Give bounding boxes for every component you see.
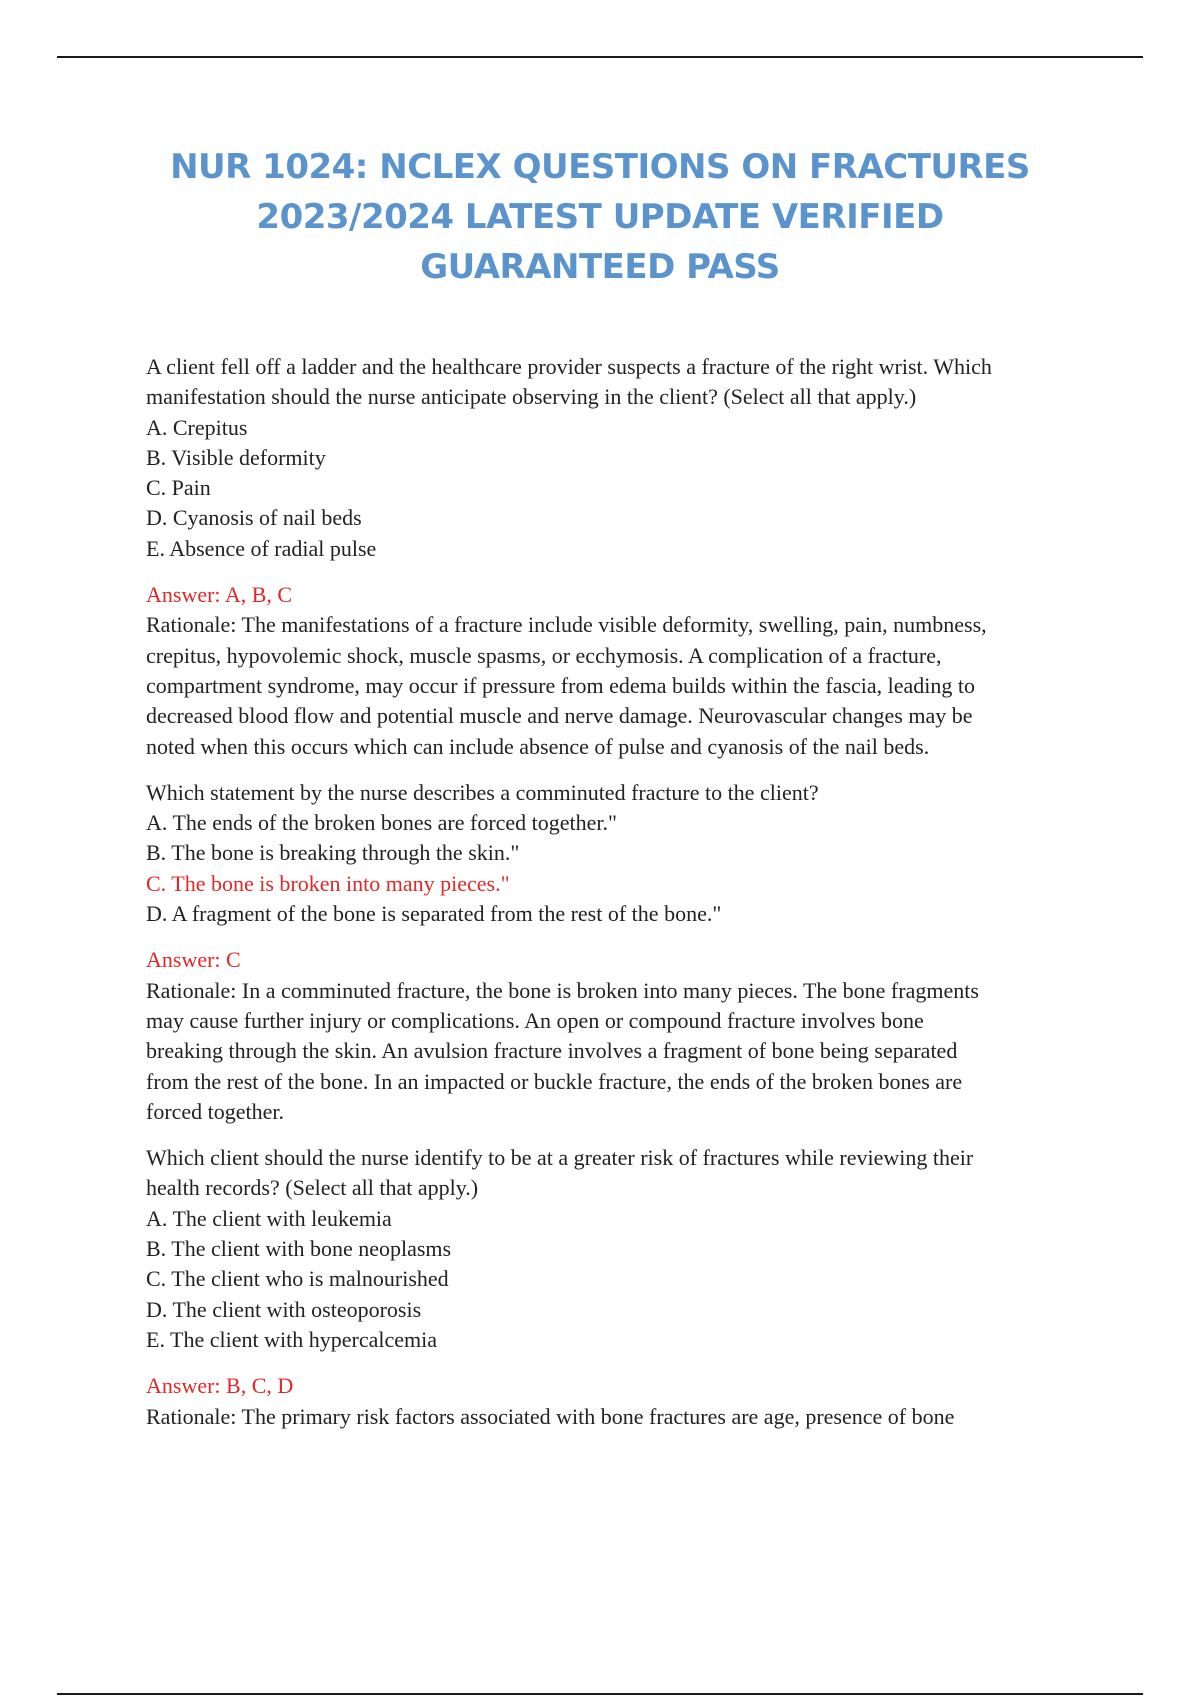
question-3-answer-block — [146, 1371, 1091, 1432]
question-1-rationale-line-1: Rationale: The manifestations of a fracture include visible deformity, swelling, pain, numbness, — [146, 612, 987, 638]
question-2-option-d: D. A fragment of the bone is separated from the rest of the bone." — [146, 901, 722, 927]
question-2-stem-line-1: Which statement by the nurse describes a comminuted fracture to the client? — [146, 779, 819, 805]
question-3 — [146, 1143, 1091, 1355]
question-1-rationale-line-2: crepitus, hypovolemic shock, muscle spasms, or ecchymosis. A complication of a fracture, — [146, 642, 942, 668]
question-2-rationale-line-2: may cause further injury or complications. An open or compound fracture involves bone — [146, 1007, 924, 1033]
question-2-answer: Answer: C — [146, 947, 241, 973]
question-1-option-e: E. Absence of radial pulse — [146, 535, 377, 561]
question-2-rationale-line-4: from the rest of the bone. In an impacted or buckle fracture, the ends of the broken bones are — [146, 1068, 963, 1094]
question-1-option-b: B. Visible deformity — [146, 444, 326, 470]
question-1-rationale-line-4: decreased blood flow and potential muscle and nerve damage. Neurovascular changes may be — [146, 703, 973, 729]
document-body — [146, 352, 1091, 1448]
question-2 — [146, 778, 1091, 929]
question-2-answer-block — [146, 945, 1091, 1127]
question-2-rationale-line-3: breaking through the skin. An avulsion fracture involves a fragment of bone being separated — [146, 1038, 958, 1064]
question-3-stem-line-2: health records? (Select all that apply.) — [146, 1175, 479, 1201]
question-1-option-a: A. Crepitus — [146, 414, 248, 440]
question-3-option-c: C. The client who is malnourished — [146, 1266, 449, 1292]
question-1-stem-line-2: manifestation should the nurse anticipate observing in the client? (Select all that apply.) — [146, 384, 917, 410]
question-2-option-c-correct: C. The bone is broken into many pieces." — [146, 870, 510, 896]
question-3-stem-line-1: Which client should the nurse identify to be at a greater risk of fractures while reviewing their — [146, 1145, 974, 1171]
question-2-rationale-line-5: forced together. — [146, 1098, 285, 1124]
question-1-rationale-line-5: noted when this occurs which can include absence of pulse and cyanosis of the nail beds. — [146, 733, 930, 759]
question-2-option-b: B. The bone is breaking through the skin." — [146, 840, 520, 866]
question-1-answer: Answer: A, B, C — [146, 582, 293, 608]
question-3-option-b: B. The client with bone neoplasms — [146, 1236, 452, 1262]
question-3-option-d: D. The client with osteoporosis — [146, 1296, 422, 1322]
question-1-stem-line-1: A client fell off a ladder and the healthcare provider suspects a fracture of the right wrist. Which — [146, 354, 992, 379]
question-2-rationale-line-1: Rationale: In a comminuted fracture, the bone is broken into many pieces. The bone fragments — [146, 977, 979, 1003]
question-1-option-c: C. Pain — [146, 475, 211, 501]
question-2-option-a: A. The ends of the broken bones are forced together." — [146, 810, 618, 836]
question-1-rationale-line-3: compartment syndrome, may occur if pressure from edema builds within the fascia, leading to — [146, 672, 976, 698]
question-3-rationale-line-1: Rationale: The primary risk factors associated with bone fractures are age, presence of bone — [146, 1403, 955, 1429]
title-line-1: NUR 1024: NCLEX QUESTIONS ON FRACTURES — [170, 147, 1030, 187]
question-1-option-d: D. Cyanosis of nail beds — [146, 505, 362, 531]
question-3-option-e: E. The client with hypercalcemia — [146, 1326, 437, 1352]
bottom-rule — [57, 1693, 1143, 1695]
question-3-answer: Answer: B, C, D — [146, 1373, 294, 1399]
document-title — [100, 142, 1100, 292]
question-1-answer-block — [146, 580, 1091, 762]
title-line-3: GUARANTEED PASS — [420, 247, 780, 287]
top-rule — [57, 56, 1143, 58]
title-line-2: 2023/2024 LATEST UPDATE VERIFIED — [256, 197, 944, 237]
question-1 — [146, 352, 1091, 564]
question-3-option-a: A. The client with leukemia — [146, 1205, 392, 1231]
